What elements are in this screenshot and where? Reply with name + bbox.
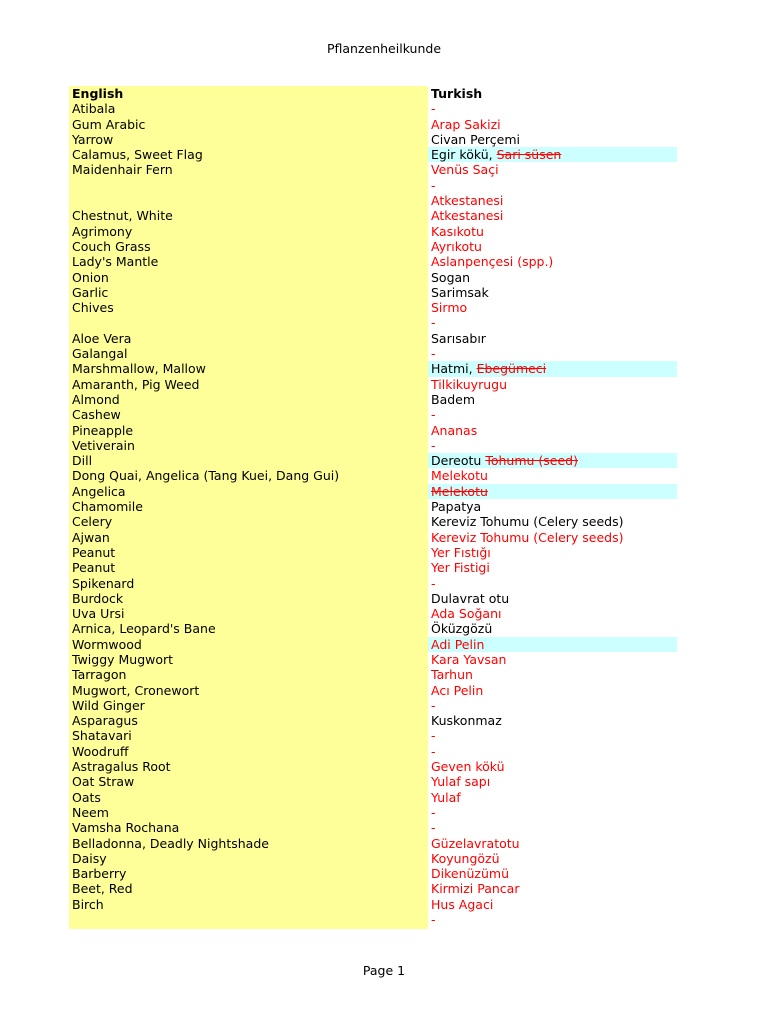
table-row	[69, 621, 677, 636]
turkish-text-segment: -	[431, 177, 436, 193]
table-row	[69, 132, 677, 147]
turkish-text-segment: Hatmi,	[431, 361, 477, 377]
table-row	[69, 147, 677, 162]
english-cell: Neem	[72, 804, 109, 820]
page-header: Pflanzenheilkunde	[326, 41, 442, 56]
table-row	[69, 208, 677, 223]
english-cell: Gum Arabic	[72, 116, 146, 132]
table-row	[69, 346, 677, 361]
table-row	[69, 423, 677, 438]
table-row	[69, 453, 677, 468]
english-cell: Twiggy Mugwort	[72, 651, 174, 667]
turkish-text-segment: Yulaf	[431, 789, 461, 805]
turkish-text-segment: Tarhun	[431, 667, 473, 683]
table-row	[69, 897, 677, 912]
turkish-cell	[428, 591, 677, 606]
turkish-cell	[428, 897, 677, 912]
turkish-text-segment: Adi Pelin	[431, 636, 485, 652]
table-row	[69, 315, 677, 330]
table-row	[69, 667, 677, 682]
turkish-cell	[428, 637, 677, 652]
turkish-cell	[428, 239, 677, 254]
turkish-text-segment: Hus Agaci	[431, 896, 494, 912]
table-row	[69, 652, 677, 667]
english-cell: Mugwort, Cronewort	[72, 682, 200, 698]
table-row	[69, 713, 677, 728]
turkish-text-segment: Ebegümeci	[476, 361, 547, 377]
table-row	[69, 881, 677, 896]
turkish-cell	[428, 713, 677, 728]
turkish-cell	[428, 499, 677, 514]
turkish-cell	[428, 285, 677, 300]
table-row	[69, 162, 677, 177]
english-cell: Spikenard	[72, 575, 135, 591]
turkish-text-segment: -	[431, 820, 436, 836]
table-row	[69, 285, 677, 300]
turkish-text-segment: Papatya	[431, 499, 482, 515]
table-row	[69, 117, 677, 132]
turkish-cell	[428, 759, 677, 774]
english-cell: Garlic	[72, 284, 109, 300]
table-row	[69, 239, 677, 254]
table-row	[69, 545, 677, 560]
turkish-cell	[428, 866, 677, 881]
table-row	[69, 468, 677, 483]
table-header-row	[69, 86, 677, 101]
table-row	[69, 407, 677, 422]
turkish-text-segment: Kereviz Tohumu (Celery seeds)	[431, 514, 624, 530]
turkish-cell	[428, 315, 677, 330]
header-english: English	[72, 86, 124, 101]
turkish-cell	[428, 545, 677, 560]
english-cell: Oats	[72, 789, 101, 805]
turkish-cell	[428, 208, 677, 223]
turkish-cell	[428, 805, 677, 820]
turkish-text-segment: Melekotu	[431, 483, 488, 499]
turkish-text-segment: Yer Fıstığı	[431, 544, 491, 560]
turkish-text-segment: -	[431, 101, 436, 117]
turkish-text-segment: -	[431, 743, 436, 759]
turkish-text-segment: Dulavrat otu	[431, 590, 510, 606]
turkish-text-segment: Atkestanesi	[431, 193, 504, 209]
english-cell: Celery	[72, 514, 113, 530]
english-cell: Maidenhair Fern	[72, 162, 173, 178]
english-cell: Cashew	[72, 407, 121, 423]
table-row	[69, 576, 677, 591]
table-row	[69, 759, 677, 774]
turkish-cell	[428, 392, 677, 407]
turkish-text-segment: Ada Soğanı	[431, 606, 502, 622]
english-cell: Woodruff	[72, 743, 129, 759]
turkish-text-segment: Ayrıkotu	[431, 238, 482, 254]
turkish-text-segment: -	[431, 728, 436, 744]
turkish-cell	[428, 300, 677, 315]
turkish-text-segment: Melekotu	[431, 468, 488, 484]
turkish-text-segment: Sirmo	[431, 300, 468, 316]
table-row	[69, 270, 677, 285]
turkish-text-segment: Koyungözü	[431, 850, 500, 866]
turkish-cell	[428, 560, 677, 575]
english-cell: Vetiverain	[72, 437, 135, 453]
table-row	[69, 438, 677, 453]
english-cell: Marshmallow, Mallow	[72, 361, 206, 377]
turkish-text-segment: Civan Perçemi	[431, 131, 521, 147]
turkish-cell	[428, 667, 677, 682]
english-cell: Chamomile	[72, 499, 143, 515]
turkish-text-segment: Yer Fistigi	[431, 560, 490, 576]
turkish-cell	[428, 224, 677, 239]
turkish-text-segment: Sogan	[431, 269, 471, 285]
header-turkish: Turkish	[431, 86, 483, 101]
table-row	[69, 499, 677, 514]
turkish-cell	[428, 407, 677, 422]
turkish-cell	[428, 912, 677, 927]
turkish-text-segment: -	[431, 575, 436, 591]
table-row	[69, 361, 677, 376]
page-footer: Page 1	[362, 963, 406, 978]
turkish-cell	[428, 851, 677, 866]
turkish-text-segment: Venüs Saçi	[431, 162, 499, 178]
turkish-text-segment: Acı Pelin	[431, 682, 484, 698]
turkish-cell	[428, 423, 677, 438]
turkish-cell	[428, 728, 677, 743]
english-cell: Wild Ginger	[72, 697, 145, 713]
turkish-text-segment: Tohumu (seed)	[485, 453, 578, 469]
table-row	[69, 774, 677, 789]
english-cell: Wormwood	[72, 636, 142, 652]
english-cell: Arnica, Leopard's Bane	[72, 621, 216, 637]
turkish-cell	[428, 117, 677, 132]
turkish-text-segment: Geven kökü	[431, 759, 505, 775]
turkish-cell	[428, 621, 677, 636]
english-cell: Couch Grass	[72, 238, 151, 254]
turkish-cell	[428, 514, 677, 529]
turkish-text-segment: Kuskonmaz	[431, 713, 502, 729]
turkish-cell	[428, 162, 677, 177]
turkish-cell	[428, 652, 677, 667]
table-row	[69, 836, 677, 851]
table-row	[69, 637, 677, 652]
english-cell: Pineapple	[72, 422, 134, 438]
turkish-cell	[428, 132, 677, 147]
turkish-cell	[428, 361, 677, 376]
table-row	[69, 377, 677, 392]
table-row	[69, 866, 677, 881]
turkish-text-segment: -	[431, 315, 436, 331]
turkish-text-segment: Ananas	[431, 422, 478, 438]
turkish-text-segment: Badem	[431, 391, 476, 407]
english-cell: Asparagus	[72, 713, 138, 729]
table-row	[69, 101, 677, 116]
english-cell: Dill	[72, 453, 93, 469]
table-row	[69, 254, 677, 269]
turkish-text-segment: Atkestanesi	[431, 208, 504, 224]
english-cell: Atibala	[72, 101, 116, 117]
english-cell: Burdock	[72, 590, 124, 606]
english-cell: Almond	[72, 391, 120, 407]
turkish-cell	[428, 606, 677, 621]
turkish-text-segment: Dikenüzümü	[431, 866, 510, 882]
english-cell: Dong Quai, Angelica (Tang Kuei, Dang Gui)	[72, 468, 340, 484]
english-cell: Daisy	[72, 850, 107, 866]
turkish-text-segment: Yulaf sapı	[431, 774, 491, 790]
table-row	[69, 224, 677, 239]
turkish-cell	[428, 683, 677, 698]
translation-table	[69, 86, 677, 927]
turkish-cell	[428, 270, 677, 285]
table-row	[69, 820, 677, 835]
english-cell: Agrimony	[72, 223, 133, 239]
turkish-cell	[428, 820, 677, 835]
turkish-cell	[428, 346, 677, 361]
table-row	[69, 392, 677, 407]
turkish-text-segment: Aslanpençesi (spp.)	[431, 254, 554, 270]
english-cell: Belladonna, Deadly Nightshade	[72, 835, 269, 851]
turkish-cell	[428, 453, 677, 468]
turkish-text-segment: -	[431, 697, 436, 713]
english-cell: Uva Ursi	[72, 606, 125, 622]
turkish-cell	[428, 698, 677, 713]
turkish-text-segment: Sari süsen	[496, 147, 562, 163]
table-row	[69, 560, 677, 575]
table-row	[69, 606, 677, 621]
english-cell: Astragalus Root	[72, 759, 171, 775]
turkish-text-segment: Kereviz Tohumu (Celery seeds)	[431, 529, 624, 545]
english-cell: Chives	[72, 300, 114, 316]
turkish-cell	[428, 254, 677, 269]
table-row	[69, 193, 677, 208]
table-row	[69, 300, 677, 315]
turkish-text-segment: Egir kökü,	[431, 147, 497, 163]
table-row	[69, 744, 677, 759]
turkish-cell	[428, 836, 677, 851]
english-cell: Onion	[72, 269, 109, 285]
english-cell: Tarragon	[72, 667, 127, 683]
turkish-cell	[428, 484, 677, 499]
table-row	[69, 728, 677, 743]
table-row	[69, 698, 677, 713]
english-cell: Chestnut, White	[72, 208, 173, 224]
english-cell: Shatavari	[72, 728, 132, 744]
turkish-cell	[428, 438, 677, 453]
turkish-cell	[428, 744, 677, 759]
turkish-cell	[428, 331, 677, 346]
table-row	[69, 530, 677, 545]
table-row	[69, 790, 677, 805]
turkish-cell	[428, 101, 677, 116]
turkish-text-segment: Sarimsak	[431, 284, 489, 300]
table-row	[69, 178, 677, 193]
turkish-text-segment: -	[431, 912, 436, 928]
turkish-cell	[428, 576, 677, 591]
turkish-cell	[428, 790, 677, 805]
english-cell: Lady's Mantle	[72, 254, 159, 270]
english-cell: Vamsha Rochana	[72, 820, 180, 836]
english-cell: Beet, Red	[72, 881, 133, 897]
table-row	[69, 683, 677, 698]
english-cell: Yarrow	[72, 131, 114, 147]
turkish-text-segment: Kara Yavsan	[431, 651, 507, 667]
turkish-cell	[428, 774, 677, 789]
turkish-text-segment: -	[431, 804, 436, 820]
turkish-text-segment: Güzelavratotu	[431, 835, 520, 851]
turkish-text-segment: -	[431, 437, 436, 453]
english-cell: Birch	[72, 896, 104, 912]
turkish-text-segment: Kasıkotu	[431, 223, 484, 239]
table-row	[69, 851, 677, 866]
table-row	[69, 331, 677, 346]
turkish-text-segment: Kirmizi Pancar	[431, 881, 520, 897]
english-cell: Calamus, Sweet Flag	[72, 147, 203, 163]
turkish-text-segment: -	[431, 346, 436, 362]
turkish-cell	[428, 468, 677, 483]
turkish-text-segment: Dereotu	[431, 453, 486, 469]
english-cell: Barberry	[72, 866, 127, 882]
english-cell: Peanut	[72, 560, 116, 576]
turkish-cell	[428, 178, 677, 193]
turkish-text-segment: Öküzgözü	[431, 621, 493, 637]
turkish-cell	[428, 193, 677, 208]
turkish-text-segment: Sarısabır	[431, 330, 486, 346]
turkish-text-segment: Arap Sakizi	[431, 116, 501, 132]
turkish-cell	[428, 530, 677, 545]
turkish-cell	[428, 147, 677, 162]
english-cell: Amaranth, Pig Weed	[72, 376, 200, 392]
turkish-cell	[428, 881, 677, 896]
table-body	[69, 101, 677, 927]
turkish-cell	[428, 377, 677, 392]
table-row	[69, 912, 677, 927]
table-row	[69, 805, 677, 820]
english-cell: Ajwan	[72, 529, 110, 545]
english-cell: Oat Straw	[72, 774, 135, 790]
turkish-text-segment: -	[431, 407, 436, 423]
table-row	[69, 484, 677, 499]
turkish-text-segment: Tilkikuyrugu	[431, 376, 508, 392]
table-row	[69, 514, 677, 529]
english-cell: Peanut	[72, 544, 116, 560]
table-row	[69, 591, 677, 606]
english-cell: Galangal	[72, 346, 128, 362]
english-cell: Angelica	[72, 483, 126, 499]
english-cell: Aloe Vera	[72, 330, 132, 346]
